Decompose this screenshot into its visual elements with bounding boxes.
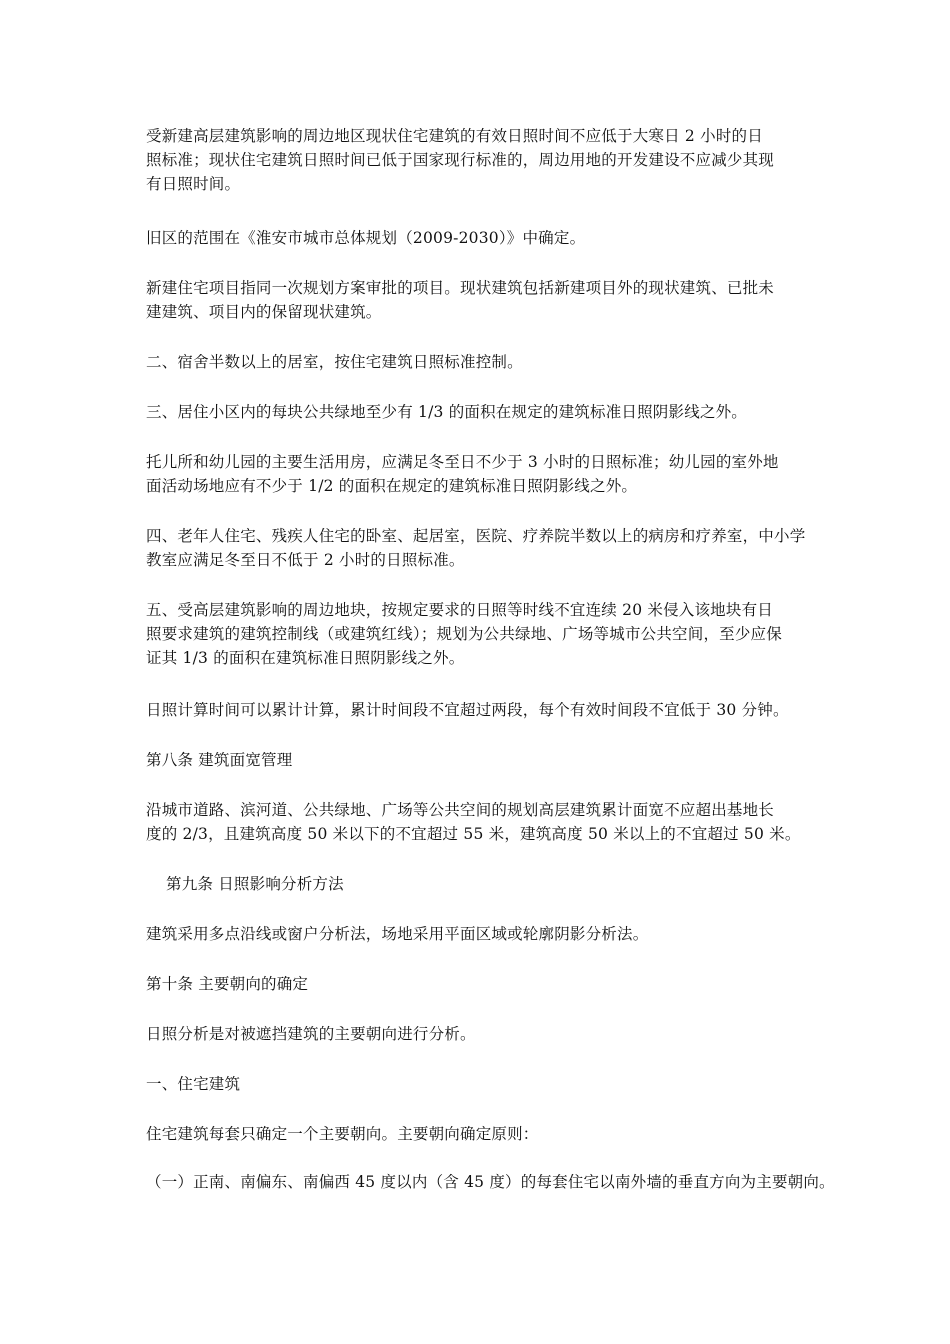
text-line: 有日照时间。 (146, 175, 241, 193)
paragraph-south-facing-rule (146, 1170, 835, 1194)
paragraph-sunlight-standard (146, 124, 826, 196)
text-line: 日照分析是对被遮挡建筑的主要朝向进行分析。 (146, 1025, 476, 1043)
text-line: 日照计算时间可以累计计算，累计时间段不宜超过两段，每个有效时间段不宜低于 30 分钟。 (146, 701, 789, 719)
paragraph-kindergarten (146, 450, 826, 498)
heading-article-8 (146, 748, 826, 772)
text-line: 第十条 主要朝向的确定 (146, 975, 309, 993)
paragraph-building-frontage (146, 798, 826, 846)
text-line: 二、宿舍半数以上的居室，按住宅建筑日照标准控制。 (146, 353, 523, 371)
paragraph-main-orientation-analysis (146, 1022, 826, 1046)
paragraph-analysis-method (146, 922, 826, 946)
text-line: 第八条 建筑面宽管理 (146, 751, 293, 769)
heading-residential-building (146, 1072, 826, 1096)
text-line: 教室应满足冬至日不低于 2 小时的日照标准。 (146, 551, 465, 569)
text-line: 住宅建筑每套只确定一个主要朝向。主要朝向确定原则： (146, 1125, 539, 1143)
text-line: 一、住宅建筑 (146, 1075, 241, 1093)
paragraph-surrounding-plots (146, 598, 826, 670)
text-line: 受新建高层建筑影响的周边地区现状住宅建筑的有效日照时间不应低于大寒日 2 小时的日 (146, 127, 763, 145)
text-line: 证其 1/3 的面积在建筑标准日照阴影线之外。 (146, 649, 465, 667)
paragraph-old-district (146, 226, 826, 250)
text-line: 五、受高层建筑影响的周边地块，按规定要求的日照等时线不宜连续 20 米侵入该地块有日 (146, 601, 773, 619)
text-line: 沿城市道路、滨河道、公共绿地、广场等公共空间的规划高层建筑累计面宽不应超出基地长 (146, 801, 775, 819)
paragraph-orientation-principle (146, 1122, 826, 1146)
heading-article-10 (146, 972, 826, 996)
text-line: 建建筑、项目内的保留现状建筑。 (146, 303, 382, 321)
paragraph-elderly-hospital-school (146, 524, 826, 572)
paragraph-dormitory (146, 350, 826, 374)
text-line: 照标准；现状住宅建筑日照时间已低于国家现行标准的，周边用地的开发建设不应减少其现 (146, 151, 775, 169)
text-line: 度的 2/3，且建筑高度 50 米以下的不宜超过 55 米，建筑高度 50 米以上的不宜超过 50 米。 (146, 825, 801, 843)
text-line: 面活动场地应有不少于 1/2 的面积在规定的建筑标准日照阴影线之外。 (146, 477, 638, 495)
text-line: 照要求建筑的建筑控制线（或建筑红线）；规划为公共绿地、广场等城市公共空间，至少应保 (146, 625, 782, 643)
heading-article-9 (166, 872, 846, 896)
text-line: 托儿所和幼儿园的主要生活用房，应满足冬至日不少于 3 小时的日照标准；幼儿园的室外地 (146, 453, 779, 471)
paragraph-new-residential (146, 276, 826, 324)
text-line: 新建住宅项目指同一次规划方案审批的项目。现状建筑包括新建项目外的现状建筑、已批未 (146, 279, 775, 297)
paragraph-calculation-time (146, 698, 826, 722)
text-line: 旧区的范围在《淮安市城市总体规划（2009-2030）》中确定。 (146, 229, 586, 247)
text-line: 建筑采用多点沿线或窗户分析法，场地采用平面区域或轮廓阴影分析法。 (146, 925, 649, 943)
text-line: 第九条 日照影响分析方法 (166, 875, 344, 893)
paragraph-green-space (146, 400, 826, 424)
text-line: 四、老年人住宅、残疾人住宅的卧室、起居室，医院、疗养院半数以上的病房和疗养室，中小学 (146, 527, 806, 545)
text-line: （一）正南、南偏东、南偏西 45 度以内（含 45 度）的每套住宅以南外墙的垂直方向为主要朝向。 (146, 1173, 835, 1191)
text-line: 三、居住小区内的每块公共绿地至少有 1/3 的面积在规定的建筑标准日照阴影线之外。 (146, 403, 748, 421)
